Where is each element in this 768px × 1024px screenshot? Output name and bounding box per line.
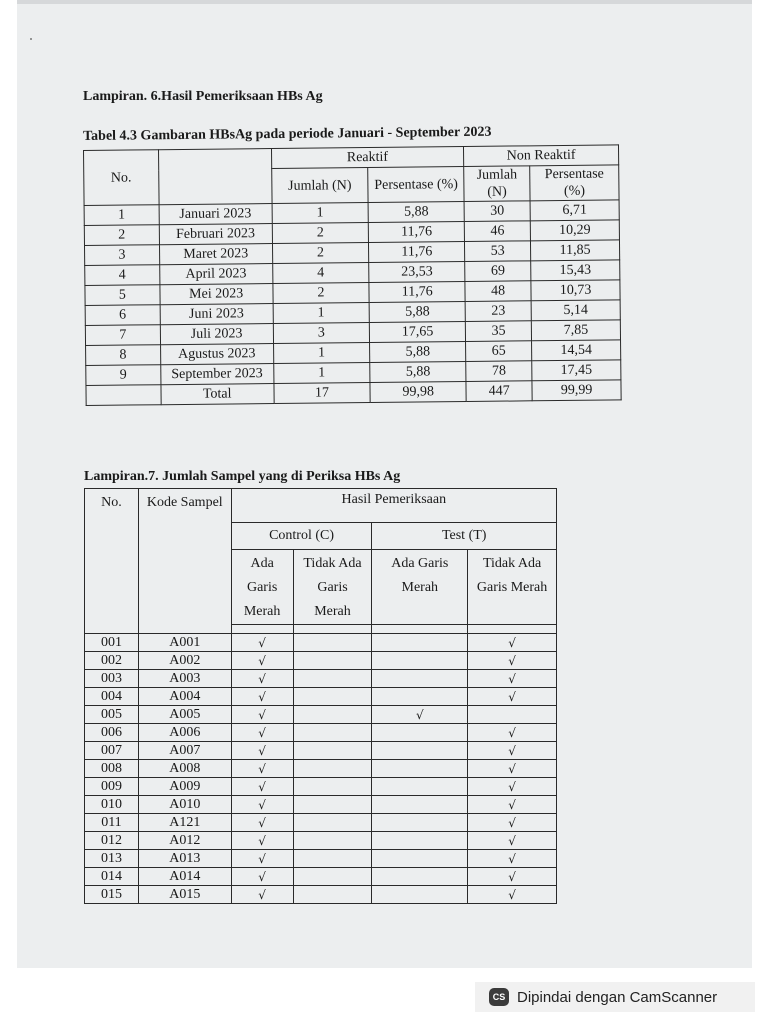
row-control-ada: √	[231, 634, 293, 652]
row-control-tidak	[293, 832, 372, 850]
row-nonreaktif-n: 69	[465, 261, 531, 282]
row-reaktif-n: 2	[272, 243, 369, 264]
header-nonreaktif-jumlah: Jumlah (N)	[464, 166, 530, 202]
row-reaktif-n: 2	[272, 223, 369, 244]
row-control-ada: √	[231, 670, 293, 688]
total-nonreaktif-pct: 99,99	[532, 380, 621, 401]
camscanner-watermark	[475, 982, 755, 1012]
sample-check-table	[84, 488, 557, 904]
row-kode: A010	[138, 796, 231, 814]
row-control-tidak	[293, 796, 372, 814]
row-kode: A003	[138, 670, 231, 688]
camscanner-logo-icon: CS	[489, 988, 509, 1006]
total-label: Total	[161, 384, 274, 405]
row-kode: A015	[138, 886, 231, 904]
row-reaktif-pct: 5,88	[368, 202, 464, 223]
row-test-ada	[372, 832, 468, 850]
header-period	[158, 149, 271, 205]
row-nonreaktif-pct: 5,14	[531, 300, 620, 321]
row-reaktif-pct: 5,88	[370, 362, 466, 383]
row-no: 9	[86, 365, 161, 386]
row-reaktif-n: 1	[273, 363, 370, 384]
row-test-tidak: √	[468, 634, 557, 652]
row-test-tidak: √	[468, 652, 557, 670]
row-test-ada	[372, 634, 468, 652]
table1-body	[84, 200, 621, 386]
row-no: 3	[85, 245, 160, 266]
row-no: 001	[85, 634, 139, 652]
row-reaktif-pct: 5,88	[370, 342, 466, 363]
row-test-tidak: √	[468, 796, 557, 814]
header-hasil-pemeriksaan: Hasil Pemeriksaan	[231, 489, 556, 523]
row-no: 007	[85, 742, 139, 760]
row-nonreaktif-pct: 6,71	[530, 200, 619, 221]
row-test-tidak	[468, 706, 557, 724]
row-control-tidak	[293, 634, 372, 652]
row-test-tidak: √	[468, 670, 557, 688]
row-test-ada	[372, 688, 468, 706]
table2-caption: Lampiran.7. Jumlah Sampel yang di Periksa HBs Ag	[84, 469, 401, 484]
row-no: 002	[85, 652, 139, 670]
row-nonreaktif-pct: 15,43	[531, 260, 620, 281]
header-test-tidak-ada: Tidak Ada Garis Merah	[468, 550, 557, 625]
row-nonreaktif-n: 30	[464, 201, 530, 222]
lampiran6-title: Lampiran. 6.Hasil Pemeriksaan HBs Ag	[83, 89, 323, 104]
header-spacer	[293, 625, 372, 634]
row-kode: A001	[138, 634, 231, 652]
row-no: 003	[85, 670, 139, 688]
row-test-tidak: √	[468, 850, 557, 868]
header-test-ada: Ada Garis Merah	[372, 550, 468, 625]
row-nonreaktif-n: 23	[465, 301, 531, 322]
table-row	[85, 832, 557, 850]
table-row	[85, 634, 557, 652]
camscanner-text: Dipindai dengan CamScanner	[517, 988, 718, 1006]
table-row	[85, 850, 557, 868]
row-no: 2	[84, 225, 159, 246]
row-control-tidak	[293, 850, 372, 868]
row-test-ada	[372, 796, 468, 814]
row-nonreaktif-pct: 14,54	[532, 340, 621, 361]
row-test-tidak: √	[468, 886, 557, 904]
row-month: Juni 2023	[160, 304, 273, 325]
row-control-tidak	[293, 814, 372, 832]
row-test-ada	[372, 760, 468, 778]
row-no: 011	[85, 814, 139, 832]
row-control-tidak	[293, 886, 372, 904]
total-reaktif-pct: 99,98	[370, 382, 466, 403]
row-no: 014	[85, 868, 139, 886]
row-month: September 2023	[161, 364, 274, 385]
row-nonreaktif-pct: 7,85	[531, 320, 620, 341]
table-row	[85, 652, 557, 670]
row-no: 8	[86, 345, 161, 366]
row-no: 015	[85, 886, 139, 904]
row-nonreaktif-n: 46	[464, 221, 530, 242]
row-control-ada: √	[231, 778, 293, 796]
row-control-ada: √	[231, 706, 293, 724]
row-reaktif-n: 2	[272, 283, 369, 304]
row-no: 7	[85, 325, 160, 346]
row-reaktif-pct: 17,65	[370, 322, 466, 343]
row-test-ada	[372, 814, 468, 832]
row-kode: A013	[138, 850, 231, 868]
row-kode: A009	[138, 778, 231, 796]
row-reaktif-pct: 23,53	[369, 262, 465, 283]
header-reaktif-persentase: Persentase (%)	[368, 167, 464, 203]
row-month: Maret 2023	[159, 244, 272, 265]
row-test-ada	[372, 850, 468, 868]
row-test-ada	[372, 778, 468, 796]
row-nonreaktif-pct: 10,73	[531, 280, 620, 301]
header-no: No.	[84, 150, 159, 206]
row-no: 006	[85, 724, 139, 742]
row-nonreaktif-pct: 10,29	[530, 220, 619, 241]
row-no: 009	[85, 778, 139, 796]
row-control-tidak	[293, 688, 372, 706]
row-test-tidak: √	[468, 868, 557, 886]
row-nonreaktif-pct: 17,45	[532, 360, 621, 381]
row-reaktif-pct: 5,88	[369, 302, 465, 323]
row-reaktif-n: 1	[272, 203, 369, 224]
header-nonreaktif-persentase: Persentase (%)	[530, 165, 619, 201]
row-kode: A008	[138, 760, 231, 778]
row-kode: A012	[138, 832, 231, 850]
row-no: 010	[85, 796, 139, 814]
row-no: 5	[85, 285, 160, 306]
table-row	[85, 742, 557, 760]
row-control-ada: √	[231, 796, 293, 814]
row-control-ada: √	[231, 886, 293, 904]
row-reaktif-pct: 11,76	[369, 222, 465, 243]
total-no	[86, 385, 161, 406]
row-month: Mei 2023	[160, 284, 273, 305]
header-reaktif-jumlah: Jumlah (N)	[271, 168, 368, 204]
row-no: 004	[85, 688, 139, 706]
header-control: Control (C)	[231, 523, 372, 550]
table-row	[85, 886, 557, 904]
table-row	[85, 778, 557, 796]
row-control-ada: √	[231, 688, 293, 706]
header-non-reaktif: Non Reaktif	[464, 145, 619, 167]
row-test-tidak: √	[468, 742, 557, 760]
scan-speck	[30, 38, 32, 40]
row-no: 008	[85, 760, 139, 778]
row-control-ada: √	[231, 832, 293, 850]
row-month: Juli 2023	[160, 324, 273, 345]
row-nonreaktif-n: 48	[465, 281, 531, 302]
row-control-tidak	[293, 724, 372, 742]
row-nonreaktif-n: 53	[465, 241, 531, 262]
row-no: 005	[85, 706, 139, 724]
header-reaktif: Reaktif	[271, 147, 464, 169]
header-spacer	[372, 625, 468, 634]
header-spacer	[468, 625, 557, 634]
row-reaktif-n: 1	[273, 303, 370, 324]
row-no: 1	[84, 205, 159, 226]
table-row	[85, 724, 557, 742]
row-kode: A004	[138, 688, 231, 706]
row-no: 6	[85, 305, 160, 326]
row-control-ada: √	[231, 742, 293, 760]
row-control-ada: √	[231, 724, 293, 742]
row-test-ada: √	[372, 706, 468, 724]
page-top-edge	[17, 0, 752, 4]
row-control-ada: √	[231, 652, 293, 670]
table-row	[85, 814, 557, 832]
row-test-ada	[372, 742, 468, 760]
row-test-ada	[372, 868, 468, 886]
row-nonreaktif-n: 35	[465, 321, 531, 342]
row-control-ada: √	[231, 760, 293, 778]
header-kode-sampel: Kode Sampel	[138, 489, 231, 634]
row-nonreaktif-pct: 11,85	[531, 240, 620, 261]
row-reaktif-pct: 11,76	[369, 242, 465, 263]
header-test: Test (T)	[372, 523, 557, 550]
row-test-ada	[372, 670, 468, 688]
row-no: 012	[85, 832, 139, 850]
header-spacer	[231, 625, 293, 634]
table-row	[85, 796, 557, 814]
row-reaktif-pct: 11,76	[369, 282, 465, 303]
table-row	[85, 670, 557, 688]
row-control-tidak	[293, 706, 372, 724]
row-test-ada	[372, 886, 468, 904]
row-control-tidak	[293, 670, 372, 688]
row-nonreaktif-n: 78	[466, 361, 532, 382]
row-test-tidak: √	[468, 760, 557, 778]
table-row	[85, 706, 557, 724]
table2-body	[85, 634, 557, 904]
row-kode: A014	[138, 868, 231, 886]
row-reaktif-n: 1	[273, 343, 370, 364]
row-test-tidak: √	[468, 814, 557, 832]
row-control-tidak	[293, 742, 372, 760]
row-month: Februari 2023	[159, 224, 272, 245]
row-month: Agustus 2023	[160, 344, 273, 365]
row-kode: A006	[138, 724, 231, 742]
row-test-ada	[372, 724, 468, 742]
row-kode: A005	[138, 706, 231, 724]
hbsag-period-table	[83, 144, 622, 406]
row-no: 4	[85, 265, 160, 286]
row-control-ada: √	[231, 850, 293, 868]
row-control-tidak	[293, 778, 372, 796]
row-control-tidak	[293, 868, 372, 886]
table-row	[85, 760, 557, 778]
table-row	[85, 868, 557, 886]
row-control-tidak	[293, 652, 372, 670]
row-test-tidak: √	[468, 688, 557, 706]
row-reaktif-n: 4	[272, 263, 369, 284]
row-nonreaktif-n: 65	[466, 341, 532, 362]
row-reaktif-n: 3	[273, 323, 370, 344]
table-row	[85, 688, 557, 706]
header-no: No.	[85, 489, 139, 634]
total-nonreaktif-n: 447	[466, 381, 532, 402]
row-test-tidak: √	[468, 778, 557, 796]
row-test-tidak: √	[468, 832, 557, 850]
row-kode: A002	[138, 652, 231, 670]
row-kode: A007	[138, 742, 231, 760]
row-test-ada	[372, 652, 468, 670]
row-month: April 2023	[159, 264, 272, 285]
row-control-tidak	[293, 760, 372, 778]
row-control-ada: √	[231, 868, 293, 886]
row-no: 013	[85, 850, 139, 868]
table1-caption: Tabel 4.3 Gambaran HBsAg pada periode Januari - September 2023	[83, 124, 492, 144]
header-control-tidak-ada: Tidak Ada Garis Merah	[293, 550, 372, 625]
row-month: Januari 2023	[159, 204, 272, 225]
row-test-tidak: √	[468, 724, 557, 742]
header-control-ada: Ada Garis Merah	[231, 550, 293, 625]
row-kode: A121	[138, 814, 231, 832]
row-control-ada: √	[231, 814, 293, 832]
total-reaktif-n: 17	[274, 383, 371, 404]
